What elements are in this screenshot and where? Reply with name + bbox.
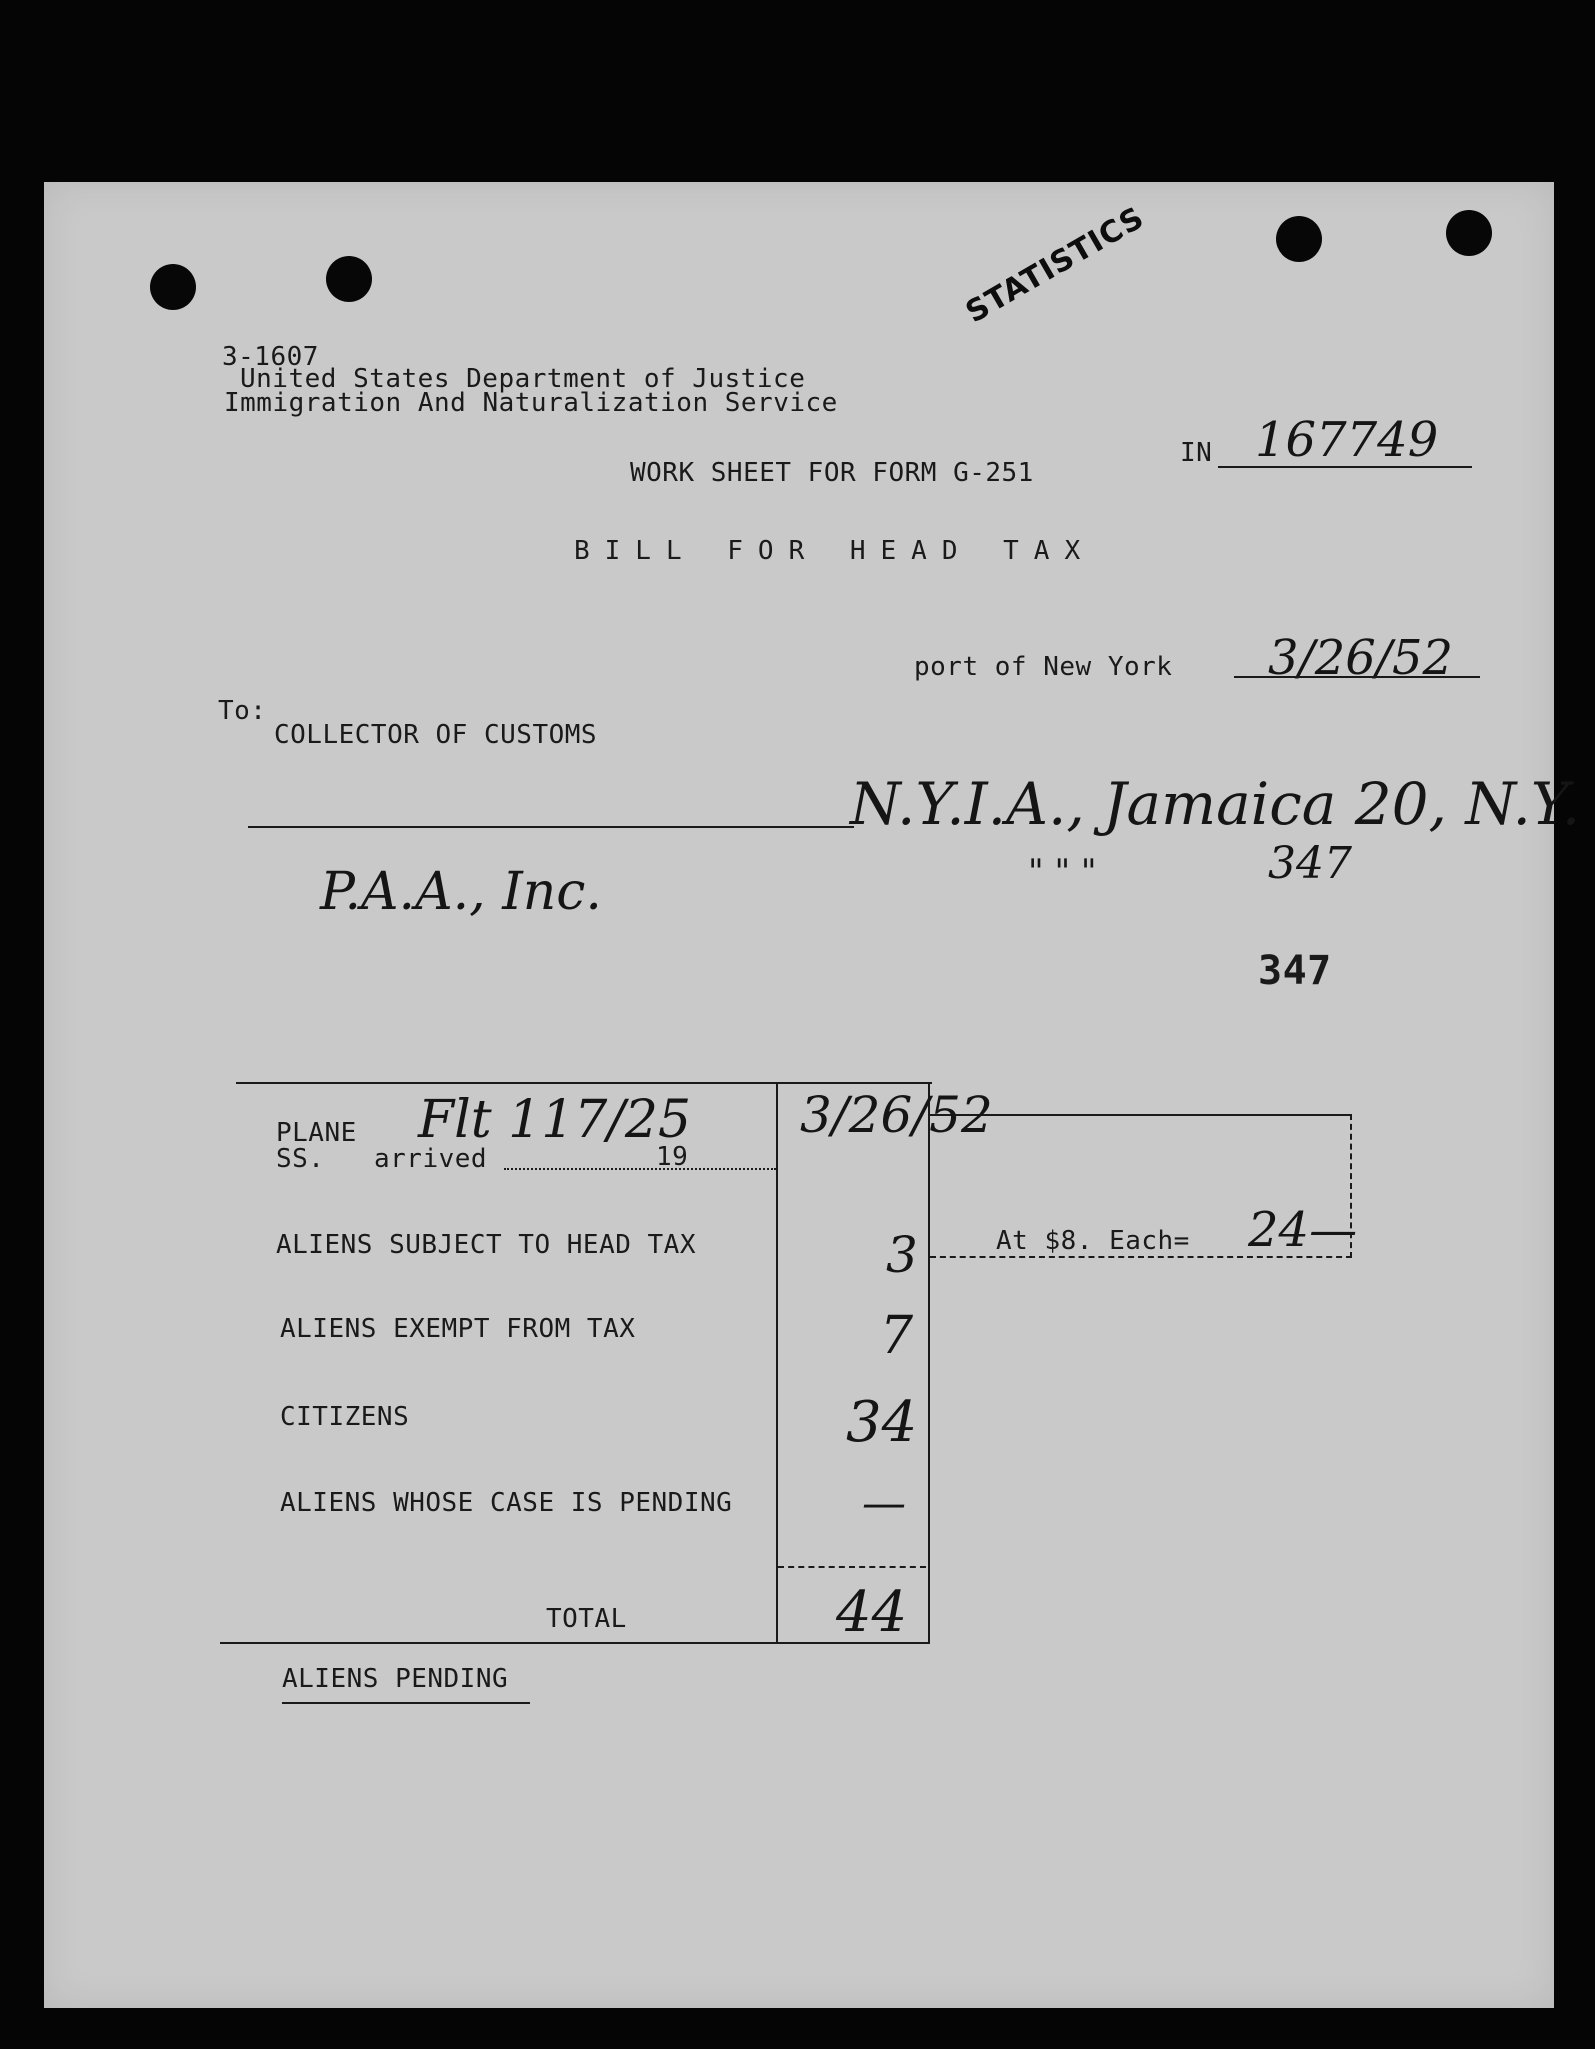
punch-hole xyxy=(1446,210,1492,256)
statistics-stamp: STATISTICS xyxy=(960,200,1151,331)
table-top-rule xyxy=(236,1082,932,1084)
aliens-pending-label: ALIENS PENDING xyxy=(282,1664,509,1694)
bill-title: BILL FOR HEAD TAX xyxy=(574,536,1096,566)
row-value-citizens: 34 xyxy=(846,1390,918,1455)
flight-handwritten: Flt 117/25 xyxy=(418,1090,692,1150)
in-underline xyxy=(1218,466,1472,468)
number-handwritten: 347 xyxy=(1268,838,1352,889)
recipient: COLLECTOR OF CUSTOMS xyxy=(274,720,598,750)
rate-box-top xyxy=(930,1114,1350,1116)
punch-hole xyxy=(1276,216,1322,262)
number-stamped: 347 xyxy=(1258,948,1332,994)
table-divider xyxy=(776,1082,778,1642)
company-handwritten: P.A.A., Inc. xyxy=(320,862,602,922)
total-separator xyxy=(778,1566,926,1568)
arrived-label: arrived xyxy=(374,1144,488,1174)
row-label-exempt: ALIENS EXEMPT FROM TAX xyxy=(280,1314,636,1344)
punch-hole xyxy=(150,264,196,310)
row-value-exempt: 7 xyxy=(880,1306,914,1366)
row-value-pending: — xyxy=(862,1478,906,1529)
row-label-citizens: CITIZENS xyxy=(280,1402,410,1432)
to-label: To: xyxy=(218,696,267,726)
year-prefix: 19 xyxy=(656,1142,689,1172)
table-right-border xyxy=(928,1082,930,1642)
location-handwritten: N.Y.I.A., Jamaica 20, N.Y. xyxy=(850,770,1581,838)
port-date-handwritten: 3/26/52 xyxy=(1268,630,1454,686)
in-label: IN xyxy=(1180,438,1213,468)
rate-amount: 24— xyxy=(1248,1202,1358,1258)
rate-label: At $8. Each= xyxy=(996,1226,1190,1256)
address-line xyxy=(248,826,854,828)
table-bottom-rule xyxy=(220,1642,930,1644)
punch-hole xyxy=(326,256,372,302)
service-name: Immigration And Naturalization Service xyxy=(224,388,838,418)
department-name: United States Department of Justice xyxy=(240,364,806,394)
form-code: 3-1607 xyxy=(222,342,319,372)
port-date-underline xyxy=(1234,676,1480,678)
row-label-pending: ALIENS WHOSE CASE IS PENDING xyxy=(280,1488,733,1518)
total-label: TOTAL xyxy=(546,1604,627,1634)
aliens-pending-underline xyxy=(282,1702,530,1704)
ditto-marks: " " " xyxy=(1028,852,1097,892)
port-label: port of New York xyxy=(914,652,1173,682)
arrived-line xyxy=(504,1168,776,1170)
row-label-subject: ALIENS SUBJECT TO HEAD TAX xyxy=(276,1230,696,1260)
ss-label: SS. xyxy=(276,1144,325,1174)
plane-label: PLANE xyxy=(276,1118,357,1148)
total-value: 44 xyxy=(836,1580,908,1645)
arrival-date-handwritten: 3/26/52 xyxy=(800,1086,993,1144)
worksheet-title: WORK SHEET FOR FORM G-251 xyxy=(630,458,1034,488)
in-number-handwritten: 167749 xyxy=(1255,412,1439,468)
row-value-subject: 3 xyxy=(886,1226,918,1284)
